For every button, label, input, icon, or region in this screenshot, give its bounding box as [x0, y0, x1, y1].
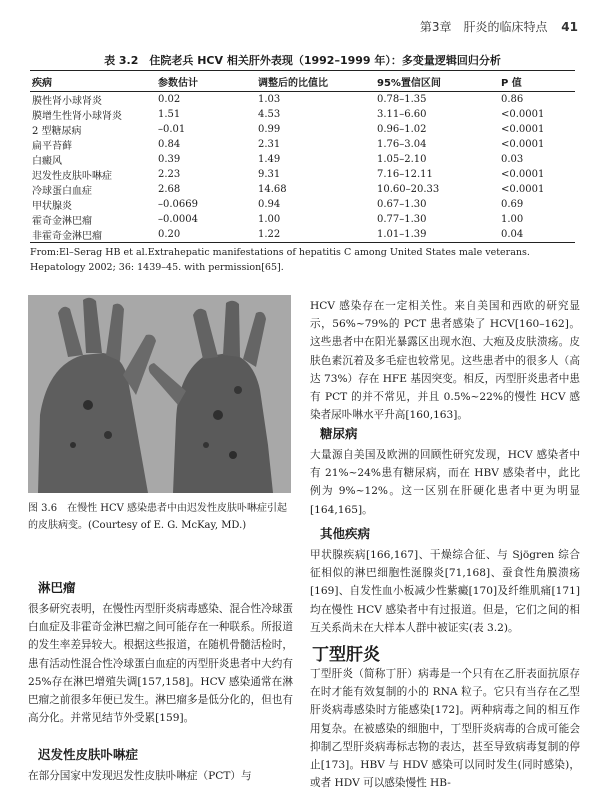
- section-title-pct: 迟发性皮肤卟啉症: [38, 747, 139, 762]
- paragraph-pct-continued: [310, 297, 580, 424]
- table-source-note: From:El–Serag HB et al.Extrahepatic manifestations of hepatitis C among United States male veterans. Hepatology 2002; 36: 1439–45. with permission[65].: [30, 247, 530, 273]
- table-row: [30, 92, 575, 108]
- cell-disease: 甲状腺炎: [32, 201, 72, 212]
- paragraph-pct-continued-text: HCV 感染存在一定相关性。来自美国和西欧的研究显示，56%~79%的 PCT 患者感染了 HCV[160–162]。这些患者中在阳光暴露区出现水泡、大疱及皮肤溃疡。皮肤色素沉着及多毛症也较常见。这些患者中的很多人（高达 73%）存在 HFE 基因突变。相反，丙型肝炎患者中患有 PCT 的并不常见，并且 0.5%~22%的慢性 HCV 感染者尿卟啉水平升高[160,163]。: [310, 300, 580, 422]
- cell-p-value: <0.0001: [501, 169, 545, 180]
- paragraph-other-diseases-text: 甲状腺疾病[166,167]、干燥综合征、与 Sjögren 综合征相似的淋巴细胞性涎腺炎[71,168]、蚕食性角膜溃疡[169]、自发性血小板减少性紫癜[170]及纤维肌痛[171]均在慢性 HCV 感染者中有过报道。但是，它们之间的相互关系尚未在大样本人群中被证实(表 3.2)。: [310, 549, 580, 634]
- table-row: [30, 152, 575, 167]
- running-header: [0, 18, 578, 35]
- cell-estimate: –0.01: [158, 124, 186, 135]
- hands-illustration: [28, 295, 291, 493]
- cell-odds-ratio: 14.68: [258, 184, 287, 195]
- cell-ci: 0.78–1.35: [377, 94, 427, 105]
- column-header: P 值: [499, 71, 575, 92]
- cell-p-value: <0.0001: [501, 124, 545, 135]
- cell-odds-ratio: 1.22: [256, 227, 375, 243]
- paragraph-diabetes: [310, 446, 580, 519]
- cell-ci: 3.11–6.60: [377, 109, 427, 120]
- column-header: 疾病: [30, 71, 156, 92]
- cell-p-value: <0.0001: [501, 109, 545, 120]
- results-table: [30, 70, 575, 243]
- page-number: 41: [561, 20, 578, 34]
- cell-disease: 迟发性皮肤卟啉症: [32, 171, 112, 182]
- cell-estimate: 0.20: [156, 227, 256, 243]
- cell-odds-ratio: 0.99: [258, 124, 281, 135]
- cell-disease: 白癜风: [32, 156, 62, 167]
- paragraph-hepatitis-d: [310, 665, 580, 792]
- cell-disease: 霍奇金淋巴瘤: [32, 216, 92, 227]
- cell-disease: 非霍奇金淋巴瘤: [30, 227, 156, 243]
- hands-skin-lesion-photo: [28, 295, 291, 493]
- cell-ci: 1.05–2.10: [377, 154, 427, 165]
- cell-odds-ratio: 1.00: [258, 214, 281, 225]
- table-caption: 表 3.2 住院老兵 HCV 相关肝外表现（1992–1999 年）：多变量逻辑回归分析: [104, 54, 501, 67]
- cell-ci: 0.67–1.30: [377, 199, 427, 210]
- table-row: [30, 227, 575, 243]
- cell-estimate: 2.68: [158, 184, 181, 195]
- cell-odds-ratio: 9.31: [258, 169, 281, 180]
- column-header: 95%置信区间: [375, 71, 499, 92]
- cell-ci: 0.77–1.30: [377, 214, 427, 225]
- table-row: [30, 122, 575, 137]
- section-title-other-diseases: 其他疾病: [320, 526, 371, 541]
- cell-disease: 冷球蛋白血症: [32, 186, 92, 197]
- section-title-hepatitis-d: 丁型肝炎: [312, 645, 380, 665]
- table-row: [30, 107, 575, 122]
- cell-odds-ratio: 2.31: [258, 139, 281, 150]
- cell-odds-ratio: 1.49: [258, 154, 281, 165]
- paragraph-other-diseases: [310, 546, 580, 637]
- section-title-diabetes: 糖尿病: [320, 426, 358, 441]
- paragraph-pct-text: 在部分国家中发现迟发性皮肤卟啉症（PCT）与: [28, 770, 252, 782]
- cell-p-value: 0.86: [501, 94, 524, 105]
- cell-disease: 膜增生性肾小球肾炎: [32, 111, 122, 122]
- cell-estimate: 1.51: [158, 109, 181, 120]
- cell-p-value: 0.03: [501, 154, 524, 165]
- cell-disease: 扁平苔藓: [32, 141, 72, 152]
- table-row: [30, 137, 575, 152]
- paragraph-pct: [28, 767, 293, 785]
- cell-ci: 10.60–20.33: [377, 184, 440, 195]
- cell-p-value: 1.00: [501, 214, 524, 225]
- cell-p-value: <0.0001: [501, 184, 545, 195]
- cell-odds-ratio: 1.03: [258, 94, 281, 105]
- table-row: [30, 167, 575, 182]
- cell-estimate: –0.0004: [158, 214, 198, 225]
- cell-estimate: 0.02: [158, 94, 181, 105]
- figure-caption: 图 3.6 在慢性 HCV 感染患者中由迟发性皮肤卟啉症引起的皮肤病变。(Courtesy of E. G. McKay, MD.): [28, 503, 288, 531]
- cell-estimate: –0.0669: [158, 199, 198, 210]
- table-row: [30, 197, 575, 212]
- paragraph-diabetes-text: 大量源自美国及欧洲的回顾性研究发现，HCV 感染者中有 21%~24%患有糖尿病，而在 HBV 感染者中，此比例为 9%~12%。这一区别在肝硬化患者中更为明显[164,165]。: [310, 449, 580, 516]
- cell-ci: 1.01–1.39: [375, 227, 499, 243]
- cell-odds-ratio: 0.94: [258, 199, 281, 210]
- chapter-title: 第3章 肝炎的临床特点: [419, 20, 548, 34]
- column-header: 调整后的比值比: [256, 71, 375, 92]
- table-row: [30, 212, 575, 227]
- cell-estimate: 0.84: [158, 139, 181, 150]
- paragraph-hepatitis-d-text: 丁型肝炎（简称丁肝）病毒是一个只有在乙肝表面抗原存在时才能有效复制的小的 RNA 粒子。它只有当存在乙型肝炎病毒感染时方能感染[172]。两种病毒之间的相互作用复杂。在被感染的细胞中，丁型肝炎病毒的合成可能会抑制乙型肝炎病毒标志物的表达，甚至导致病毒复制的停止[173]。HBV 与 HDV 感染可以同时发生(同时感染)，或者 HDV 可以感染慢性 HB-: [310, 668, 580, 790]
- paragraph-lymphoma: [28, 600, 293, 727]
- cell-ci: 1.76–3.04: [377, 139, 427, 150]
- paragraph-lymphoma-text: 很多研究表明，在慢性丙型肝炎病毒感染、混合性冷球蛋白血症及非霍奇金淋巴瘤之间可能存在一种联系。所报道的发生率差异较大。根据这些报道，在随机骨髓活检时，患有活动性混合性冷球蛋白血症的丙型肝炎患者中大约有 25%存在淋巴增殖失调[157,158]。HCV 感染通常在淋巴瘤之前很多年便已发生。淋巴瘤多是低分化的，但也有高分化。并常见结节外受累[159]。: [28, 603, 293, 725]
- column-header: 参数估计: [156, 71, 256, 92]
- cell-p-value: 0.04: [499, 227, 575, 243]
- cell-ci: 0.96–1.02: [377, 124, 427, 135]
- section-title-lymphoma: 淋巴瘤: [38, 580, 76, 595]
- cell-p-value: <0.0001: [501, 139, 545, 150]
- cell-disease: 膜性肾小球肾炎: [32, 96, 102, 107]
- cell-estimate: 2.23: [158, 169, 181, 180]
- cell-ci: 7.16–12.11: [377, 169, 433, 180]
- cell-odds-ratio: 4.53: [258, 109, 281, 120]
- table-row: [30, 182, 575, 197]
- table-header-row: [30, 71, 575, 92]
- cell-disease: 2 型糖尿病: [32, 126, 82, 137]
- cell-estimate: 0.39: [158, 154, 181, 165]
- cell-p-value: 0.69: [501, 199, 524, 210]
